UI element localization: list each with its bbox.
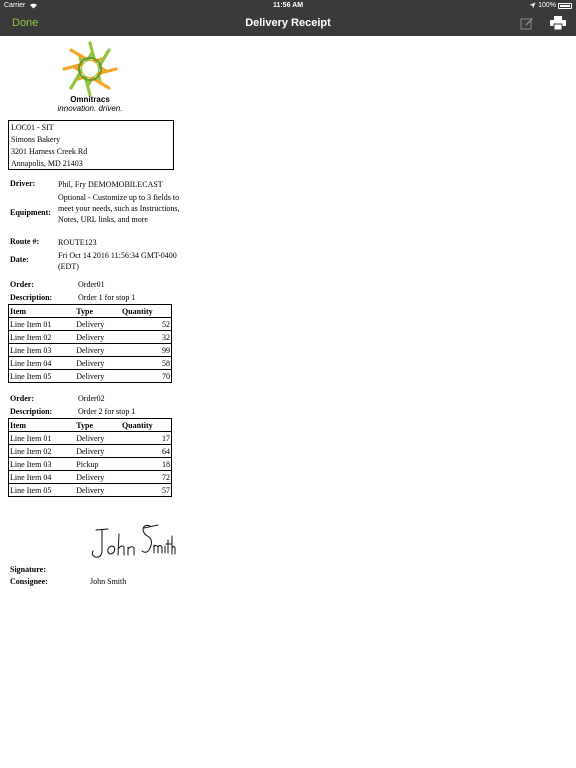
quantity-cell: 18	[121, 458, 172, 471]
address-box	[8, 120, 174, 170]
equipment-value: Optional - Customize up to 3 fields to meet your needs, such as Instructions, Notes, URL links, and more	[58, 193, 180, 224]
driver-label: Driver:	[10, 179, 36, 188]
battery-icon	[558, 3, 572, 9]
description-label: Description:	[10, 407, 53, 416]
omnitracs-logo	[62, 41, 118, 97]
quantity-cell: 17	[121, 432, 172, 445]
item-cell: Line Item 05	[9, 484, 76, 497]
column-header-type: Type	[75, 305, 121, 318]
table-row	[9, 445, 172, 458]
location-arrow-icon	[529, 2, 536, 11]
navigation-bar	[0, 12, 576, 36]
battery-percent: 100%	[538, 2, 556, 9]
order-label: Order:	[10, 280, 34, 289]
item-cell: Line Item 03	[9, 344, 76, 357]
item-cell: Line Item 04	[9, 471, 76, 484]
table-row	[9, 432, 172, 445]
consignee-label: Consignee:	[10, 577, 48, 586]
quantity-cell: 58	[121, 357, 172, 370]
order-items-table	[8, 418, 172, 497]
brand-name: Omnitracs	[70, 95, 110, 104]
order-label: Order:	[10, 394, 34, 403]
top-bar	[0, 0, 576, 36]
description-value: Order 2 for stop 1	[78, 407, 136, 416]
item-cell: Line Item 04	[9, 357, 76, 370]
quantity-cell: 57	[121, 484, 172, 497]
clock-label: 11:56 AM	[272, 2, 304, 9]
address-line: Annapolis, MD 21403	[11, 159, 83, 168]
quantity-cell: 99	[121, 344, 172, 357]
date-label: Date:	[10, 255, 29, 264]
description-value: Order 1 for stop 1	[78, 293, 136, 302]
signature-image	[88, 520, 176, 562]
edit-icon[interactable]	[520, 16, 534, 30]
item-cell: Line Item 01	[9, 432, 76, 445]
type-cell: Delivery	[75, 445, 121, 458]
description-label: Description:	[10, 293, 53, 302]
order-value: Order01	[78, 280, 105, 289]
type-cell: Pickup	[75, 458, 121, 471]
date-value: Fri Oct 14 2016 11:56:34 GMT-0400 (EDT)	[58, 251, 177, 271]
table-row	[9, 331, 172, 344]
column-header-item: Item	[9, 419, 76, 432]
route-value: ROUTE123	[58, 238, 97, 247]
type-cell: Delivery	[75, 432, 121, 445]
table-row	[9, 484, 172, 497]
quantity-cell: 64	[121, 445, 172, 458]
type-cell: Delivery	[75, 318, 121, 331]
item-cell: Line Item 01	[9, 318, 76, 331]
type-cell: Delivery	[75, 370, 121, 383]
order-value: Order02	[78, 394, 105, 403]
address-line: LOC01 - SIT	[11, 123, 54, 132]
type-cell: Delivery	[75, 344, 121, 357]
item-cell: Line Item 02	[9, 445, 76, 458]
carrier-label: Carrier	[4, 2, 26, 9]
type-cell: Delivery	[75, 357, 121, 370]
done-button[interactable]: Done	[12, 17, 39, 29]
table-row	[9, 344, 172, 357]
table-row	[9, 458, 172, 471]
print-icon[interactable]	[550, 16, 566, 30]
address-line: 3201 Harness Creek Rd	[11, 147, 88, 156]
table-row	[9, 357, 172, 370]
table-header-row	[9, 419, 172, 432]
column-header-item: Item	[9, 305, 76, 318]
quantity-cell: 52	[121, 318, 172, 331]
signature-label: Signature:	[10, 565, 46, 574]
item-cell: Line Item 02	[9, 331, 76, 344]
table-row	[9, 370, 172, 383]
equipment-label: Equipment:	[10, 208, 51, 217]
quantity-cell: 70	[121, 370, 172, 383]
type-cell: Delivery	[75, 471, 121, 484]
consignee-value: John Smith	[90, 577, 127, 586]
quantity-cell: 72	[121, 471, 172, 484]
column-header-quantity: Quantity	[121, 419, 172, 432]
item-cell: Line Item 05	[9, 370, 76, 383]
table-header-row	[9, 305, 172, 318]
type-cell: Delivery	[75, 331, 121, 344]
column-header-type: Type	[75, 419, 121, 432]
brand-tagline: innovation. driven.	[57, 104, 123, 113]
column-header-quantity: Quantity	[121, 305, 172, 318]
address-line: Simons Bakery	[11, 135, 61, 144]
order-items-table	[8, 304, 172, 383]
status-bar	[0, 0, 576, 12]
type-cell: Delivery	[75, 484, 121, 497]
route-label: Route #:	[10, 237, 40, 246]
quantity-cell: 32	[121, 331, 172, 344]
driver-value: Phil, Fry DEMOMOBILECAST	[58, 180, 163, 189]
table-row	[9, 318, 172, 331]
table-row	[9, 471, 172, 484]
item-cell: Line Item 03	[9, 458, 76, 471]
page-title: Delivery Receipt	[245, 17, 331, 29]
